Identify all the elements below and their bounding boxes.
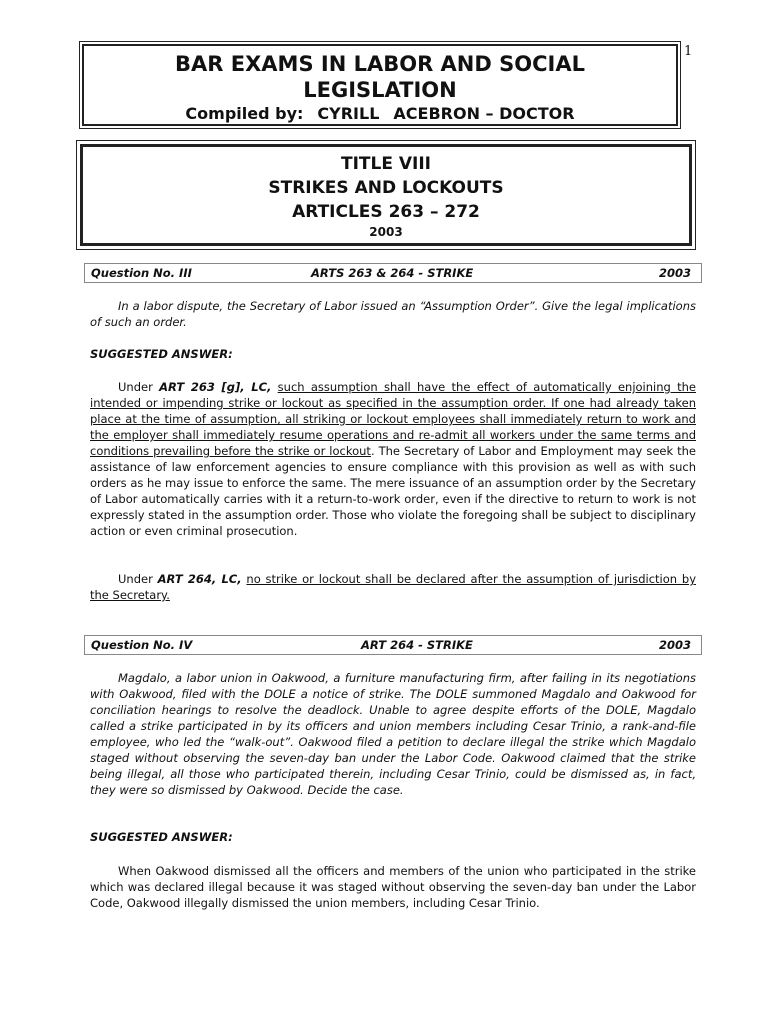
question-year: 2003 — [658, 266, 691, 280]
question-text — [90, 670, 696, 798]
question-body: In a labor dispute, the Secretary of Labor issued an “Assumption Order”. Give the legal implications of such an order. — [90, 299, 696, 329]
chapter-title-box — [80, 144, 692, 246]
question-articles: ART 264 - STRIKE — [361, 638, 473, 652]
question-header — [84, 635, 702, 655]
page-number: 1 — [684, 44, 693, 59]
answer-paragraph — [90, 379, 696, 539]
question-articles: ARTS 263 & 264 - STRIKE — [311, 266, 474, 280]
answer-paragraph — [90, 863, 696, 911]
document-header — [82, 44, 678, 126]
chapter-title: TITLE VIII — [340, 154, 431, 174]
suggested-answer-label: SUGGESTED ANSWER: — [90, 347, 233, 361]
answer-underlined-text: such assumption shall have the effect of automatically enjoining the intended or impending strike or lockout as specified in the assumption order. If one had already taken place at the time of assumption, all striking or lockout employees shall immediately return to work and the employer shall immediately resume operations and re-admit all workers under the same terms and conditions prevailing before the strike or lockout — [90, 380, 696, 458]
compiled-by — [84, 104, 676, 123]
answer-paragraph — [90, 571, 696, 603]
question-body: Magdalo, a labor union in Oakwood, a furniture manufacturing firm, after failing in its negotiations with Oakwood, filed with the DOLE a notice of strike. The DOLE summoned Magdalo and Oakwood for conciliation hearings to resolve the deadlock. Unable to agree despite efforts of the DOLE, Magdalo called a strike participated in by its officers and union members including Cesar Trinio, a rank-and-file employee, who led the “walk-out”. Oakwood filed a petition to declare illegal the strike which Magdalo staged without observing the seven-day ban under the Labor Code. Oakwood claimed that the strike being illegal, all those who participated therein, including Cesar Trinio, could be dismissed as, in fact, they were so dismissed by Oakwood. Decide the case. — [90, 671, 696, 797]
article-citation: ART 264, LC, — [157, 572, 242, 586]
document-title-line-2: LEGISLATION — [303, 78, 457, 102]
question-header — [84, 263, 702, 283]
answer-intro: Under — [118, 380, 160, 394]
compiler-name-last: ACEBRON – DOCTOR — [393, 104, 575, 123]
answer-text: When Oakwood dismissed all the officers and members of the union who participated in the strike which was declared illegal because it was staged without observing the seven-day ban under the Labor Code, Oakwood illegally dismissed the union members, including Cesar Trinio. — [90, 864, 696, 910]
answer-intro: Under — [118, 572, 158, 586]
suggested-answer-label: SUGGESTED ANSWER: — [90, 830, 233, 844]
chapter-articles: ARTICLES 263 – 272 — [292, 202, 480, 222]
question-number: Question No. III — [91, 266, 192, 280]
chapter-year: 2003 — [369, 225, 403, 239]
article-citation: ART 263 [g], LC, — [159, 380, 272, 394]
answer-underlined-text: no strike or lockout shall be declared after the assumption of jurisdiction by the Secretary. — [90, 572, 696, 602]
compiler-name-first: CYRILL — [317, 104, 380, 123]
compiled-by-label: Compiled by: — [185, 104, 304, 123]
question-number: Question No. IV — [91, 638, 193, 652]
question-year: 2003 — [658, 638, 691, 652]
document-title — [84, 51, 676, 103]
chapter-subtitle: STRIKES AND LOCKOUTS — [268, 178, 504, 198]
document-title-line-1: BAR EXAMS IN LABOR AND SOCIAL — [175, 52, 585, 76]
question-text — [90, 298, 696, 330]
answer-text: . The Secretary of Labor and Employment may seek the assistance of law enforcement agencies to ensure compliance with this provision as well as with such orders as he may issue to enforce the same. The mere issuance of an assumption order by the Secretary of Labor automatically carries with it a return-to-work order, even if the directive to return to work is not expressly stated in the assumption order. Those who violate the foregoing shall be subject to disciplinary action or even criminal prosecution. — [90, 444, 696, 538]
